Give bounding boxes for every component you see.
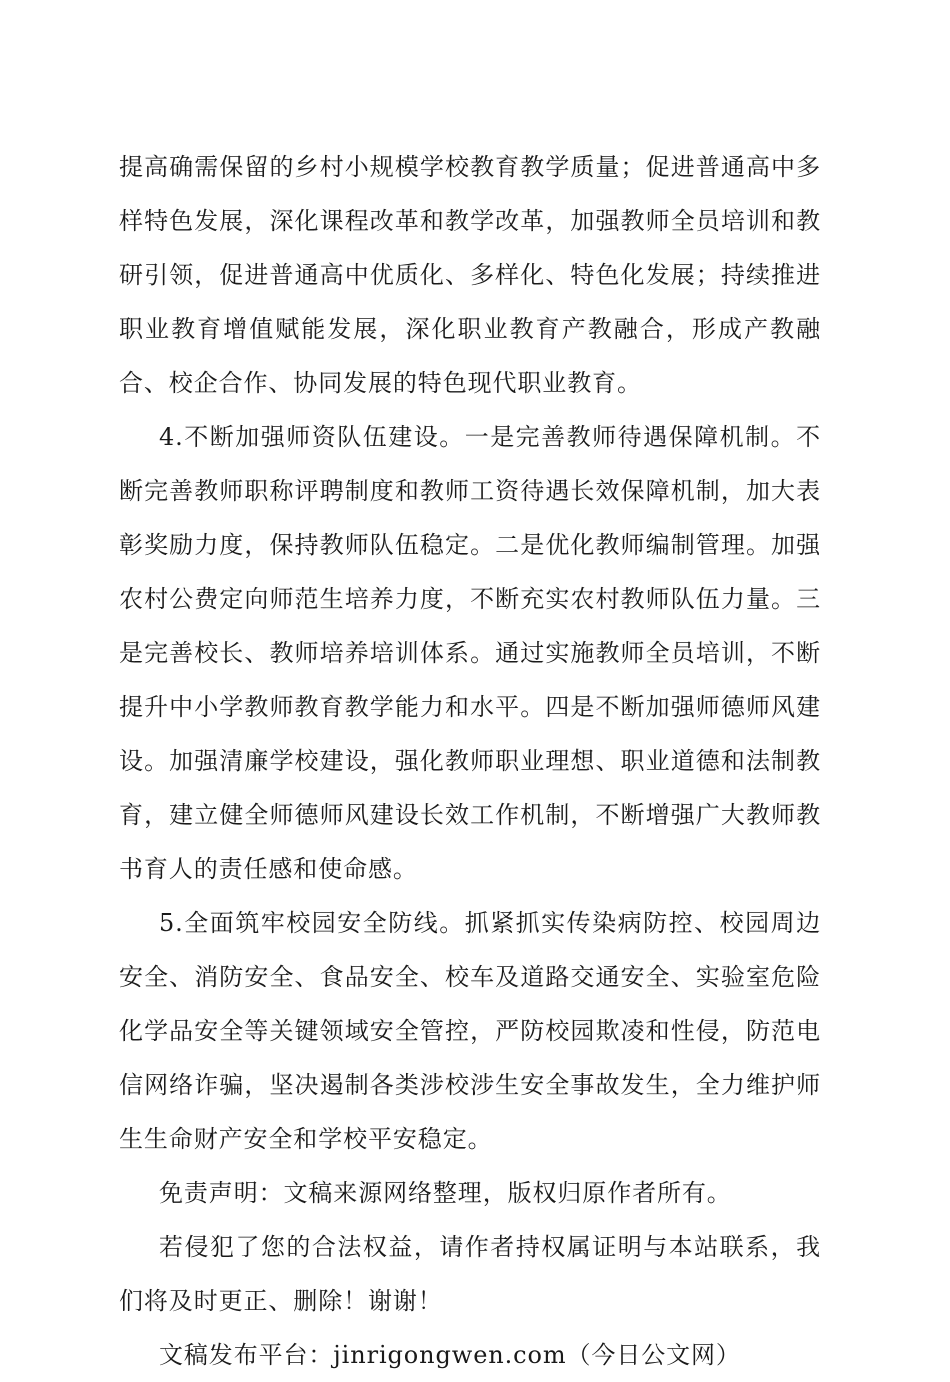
platform-text: 文稿发布平台：jinrigongwen.com（今日公文网）: [159, 1341, 741, 1369]
paragraph-campus-safety: 5.全面筑牢校园安全防线。抓紧抓实传染病防控、校园周边安全、消防安全、食品安全、校车及道路交通安全、实验室危险化学品安全等关键领域安全管控，严防校园欺凌和性侵，防范电信网络诈骗，坚决遏制各类涉校涉生安全事故发生，全力维护师生生命财产安全和学校平安稳定。: [119, 909, 821, 1153]
document-body: [119, 140, 821, 1382]
paragraph-continuation: 提高确需保留的乡村小规模学校教育教学质量；促进普通高中多样特色发展，深化课程改革和教学改革，加强教师全员培训和教研引领，促进普通高中优质化、多样化、特色化发展；持续推进职业教育增值赋能发展，深化职业教育产教融合，形成产教融合、校企合作、协同发展的特色现代职业教育。: [119, 153, 821, 397]
disclaimer-text: 免责声明：文稿来源网络整理，版权归原作者所有。: [159, 1179, 732, 1207]
contact-notice-text: 若侵犯了您的合法权益，请作者持权属证明与本站联系，我们将及时更正、删除！谢谢！: [119, 1233, 821, 1315]
paragraph-teacher-team: 4.不断加强师资队伍建设。一是完善教师待遇保障机制。不断完善教师职称评聘制度和教师工资待遇长效保障机制，加大表彰奖励力度，保持教师队伍稳定。二是优化教师编制管理。加强农村公费定向师范生培养力度，不断充实农村教师队伍力量。三是完善校长、教师培养培训体系。通过实施教师全员培训，不断提升中小学教师教育教学能力和水平。四是不断加强师德师风建设。加强清廉学校建设，强化教师职业理想、职业道德和法制教育，建立健全师德师风建设长效工作机制，不断增强广大教师教书育人的责任感和使命感。: [119, 423, 821, 883]
